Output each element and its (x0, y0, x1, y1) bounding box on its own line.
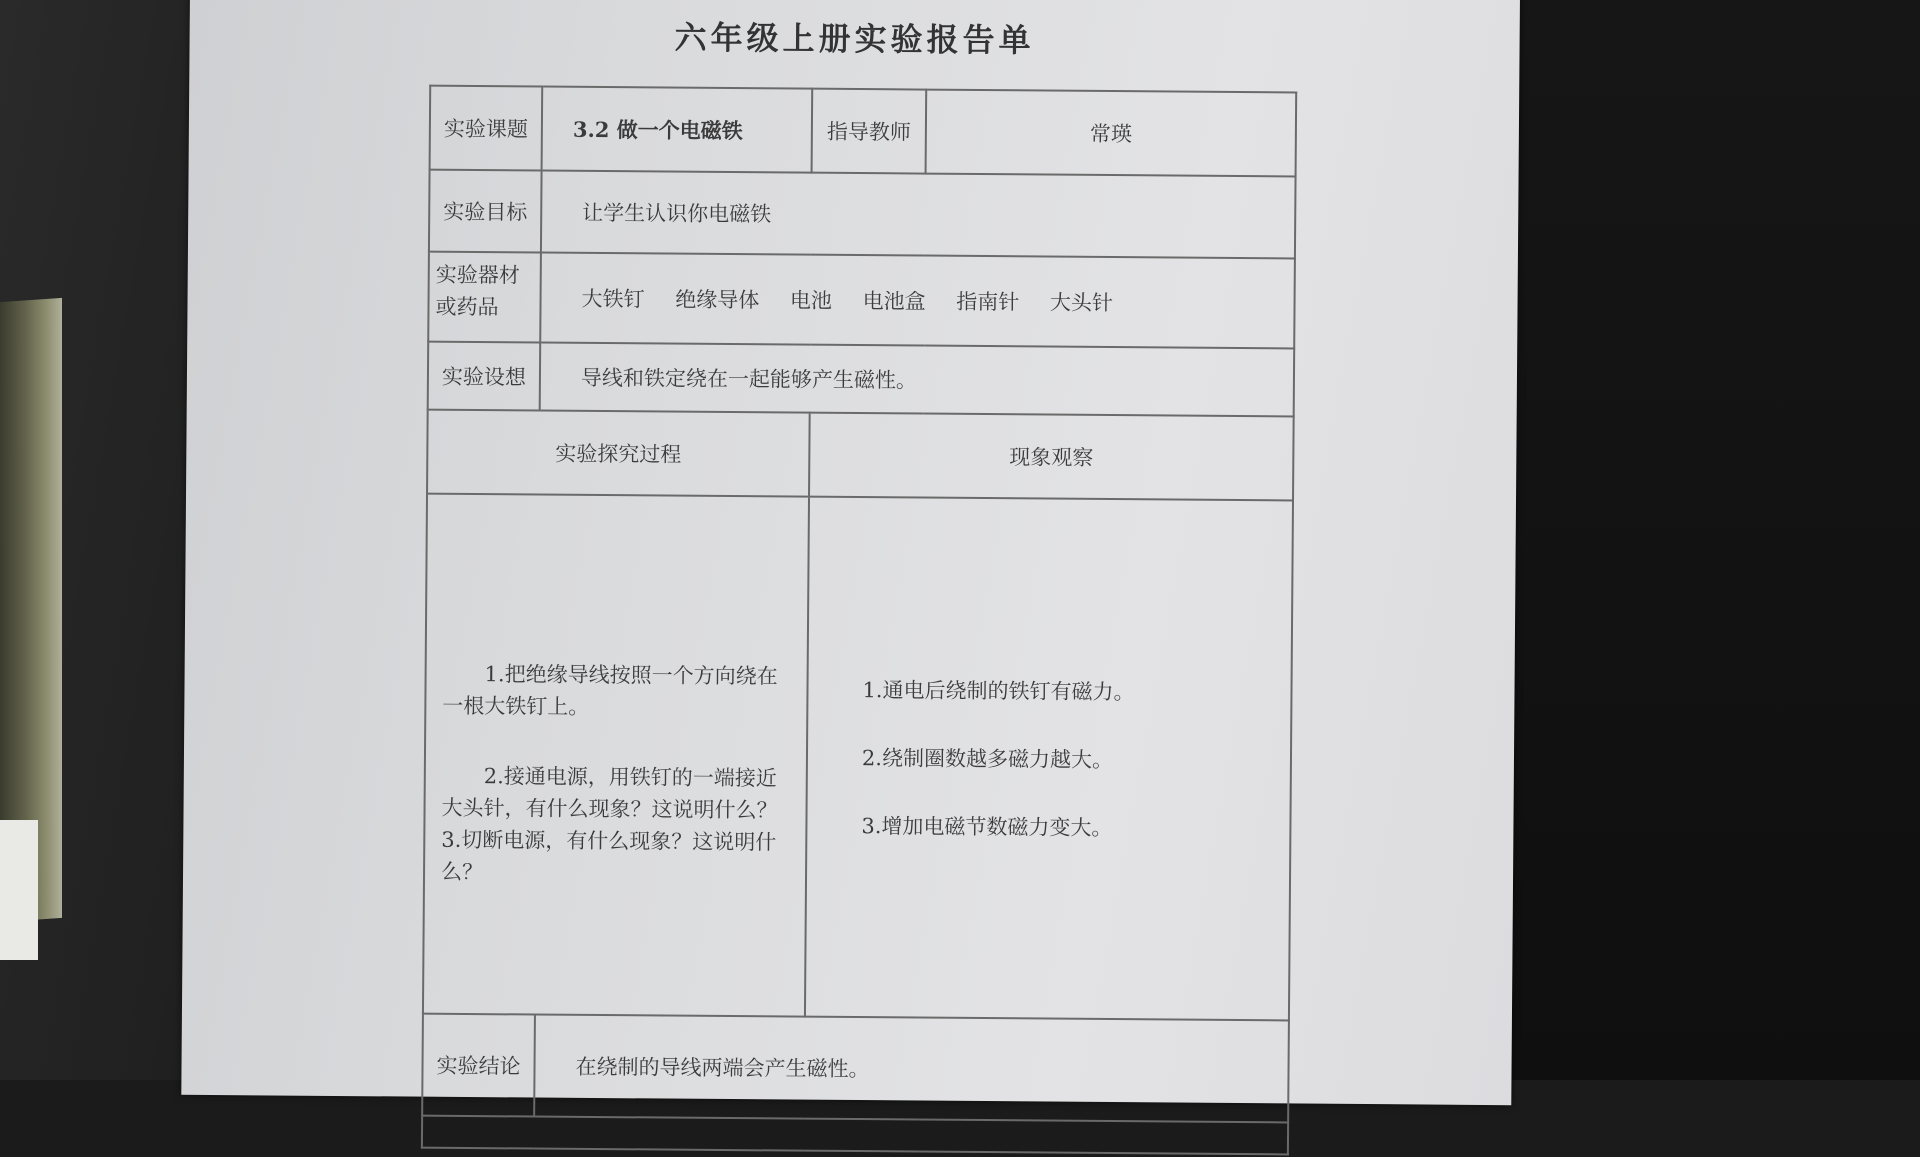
hypothesis-row (428, 342, 1295, 417)
materials-label-line2: 或药品 (435, 294, 499, 320)
observation-item: 2.绕制圈数越多磁力越大。 (861, 746, 1114, 773)
report-title: 六年级上册实验报告单 (674, 18, 1035, 60)
process-observation-row (423, 494, 1293, 1021)
material-item: 大铁钉 (581, 286, 645, 312)
conclusion-value: 在绕制的导线两端会产生磁性。 (534, 1015, 1289, 1123)
topic-row (430, 86, 1297, 177)
materials-value (540, 253, 1295, 349)
observation-cell (805, 497, 1293, 1021)
process-header: 实验探究过程 (427, 410, 810, 497)
hypothesis-value: 导线和铁定绕在一起能够产生磁性。 (540, 343, 1295, 417)
process-step: 3.切断电源，有什么现象？这说明什么？ (440, 827, 777, 885)
materials-label (428, 252, 541, 343)
hypothesis-label: 实验设想 (428, 342, 541, 411)
process-step: 1.把绝缘导线按照一个方向绕在一根大铁钉上。 (442, 662, 778, 719)
observation-item: 1.通电后绕制的铁钉有磁力。 (862, 678, 1135, 705)
report-sheet (181, 0, 1520, 1105)
material-item: 绝缘导体 (675, 287, 760, 313)
section-header-row (427, 410, 1294, 501)
desk-background-right (1500, 0, 1920, 1080)
material-item: 电池 (789, 288, 833, 313)
teacher-label: 指导教师 (812, 89, 927, 174)
bottom-cell (422, 1116, 1288, 1155)
materials-row (428, 252, 1295, 349)
topic-value: 3.2 做一个电磁铁 (542, 87, 813, 173)
observation-item: 3.增加电磁节数磁力变大。 (861, 814, 1113, 841)
process-step: 2.接通电源，用铁钉的一端接近大头针，有什么现象？这说明什么？ (441, 764, 778, 823)
observation-header: 现象观察 (809, 413, 1294, 501)
materials-label-line1: 实验器材 (435, 262, 520, 288)
goal-label: 实验目标 (429, 170, 542, 253)
bottom-row (422, 1116, 1288, 1155)
topic-label: 实验课题 (430, 86, 543, 171)
book-page (0, 820, 38, 960)
material-item: 电池盒 (862, 289, 926, 314)
conclusion-row (422, 1014, 1289, 1123)
report-table (421, 85, 1297, 1156)
teacher-value: 常瑛 (926, 90, 1297, 177)
material-item: 大头针 (1049, 290, 1114, 316)
goal-row (429, 170, 1296, 259)
conclusion-label: 实验结论 (422, 1014, 535, 1117)
goal-value: 让学生认识你电磁铁 (541, 171, 1296, 259)
process-cell (423, 494, 809, 1017)
material-item: 指南针 (956, 289, 1020, 315)
